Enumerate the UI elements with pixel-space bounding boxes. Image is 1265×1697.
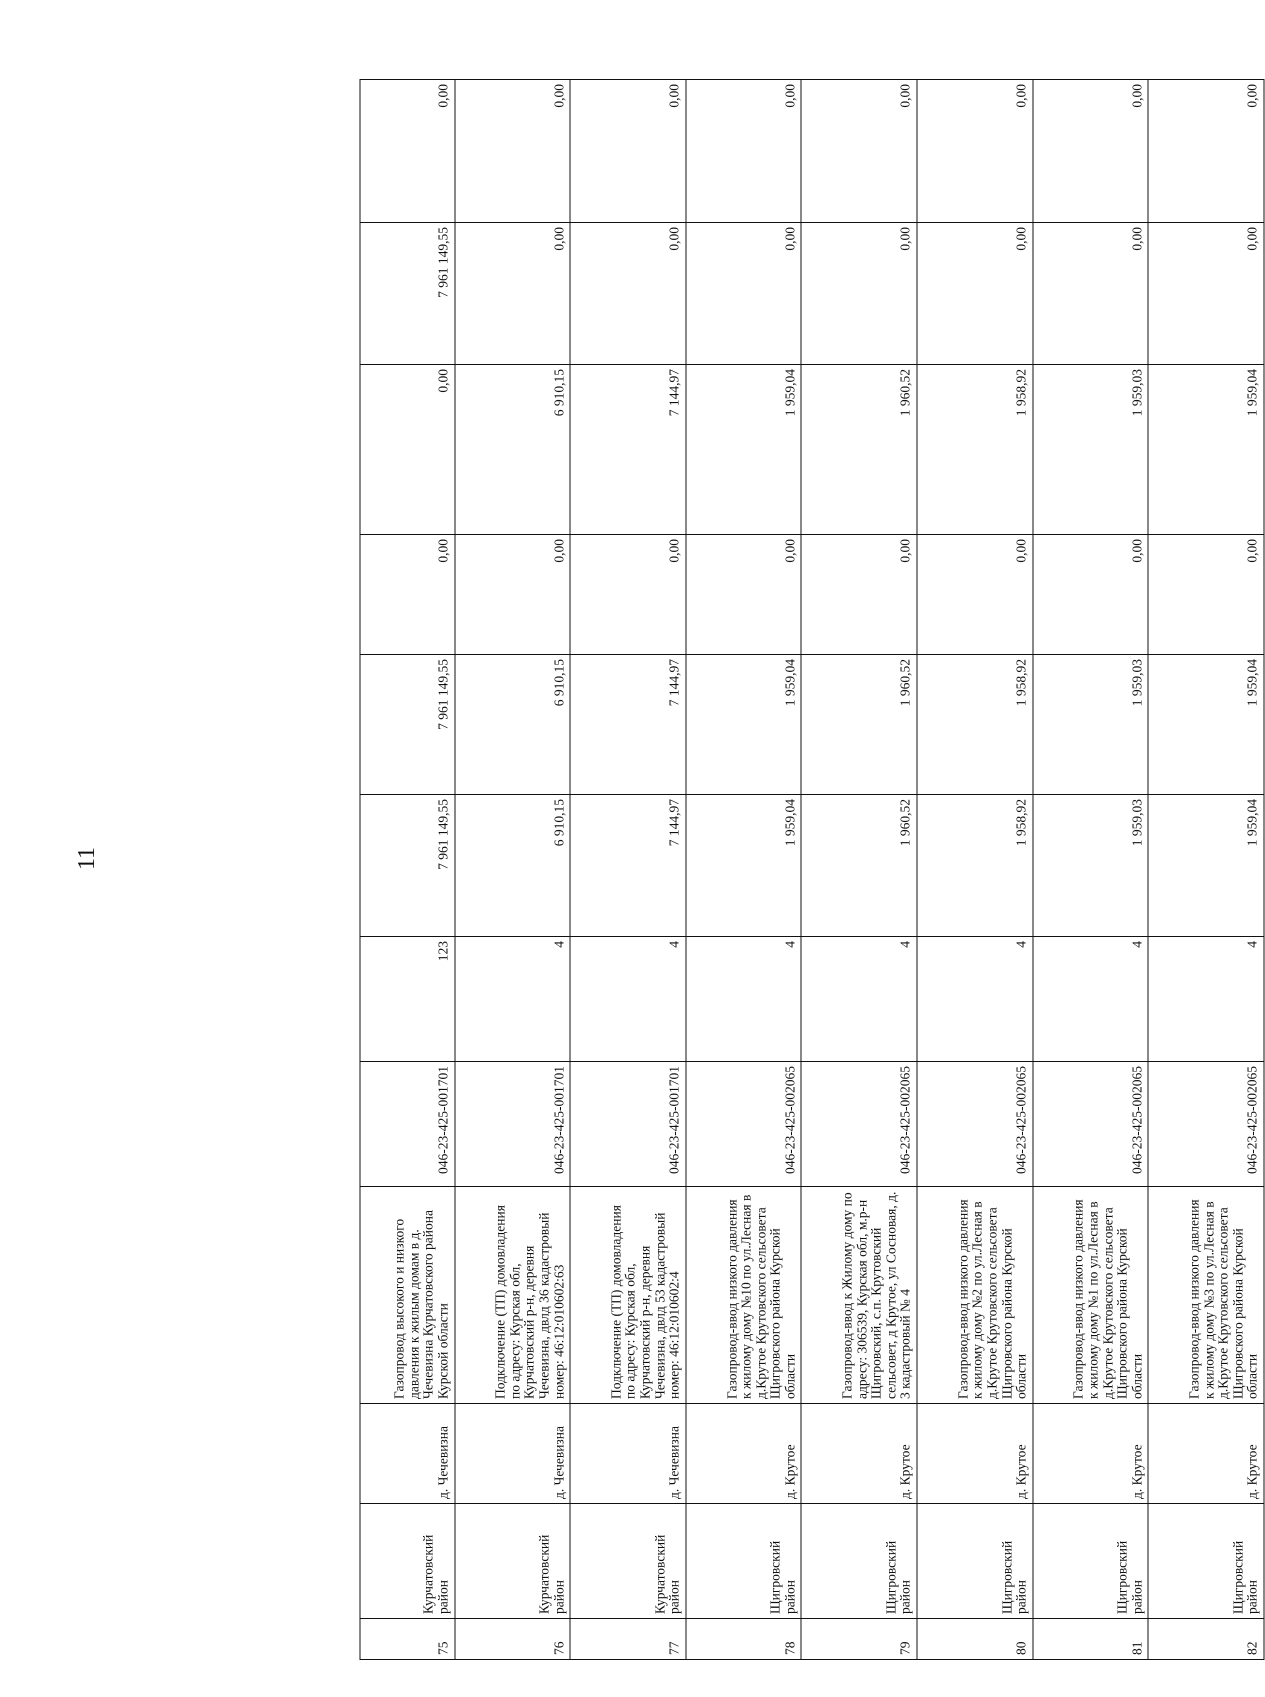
amount-cell: 6 910,15 [455,365,571,535]
table-row [455,80,571,1660]
amount-cell: 1 959,04 [1148,655,1264,795]
amount-cell: 0,00 [1033,535,1149,655]
amount-cell: 0,00 [686,223,802,365]
amount-cell: 1 958,92 [917,655,1033,795]
object-description-cell: Подключение (ТП) домовладения по адресу: Курская обл, Курчатовский р-н, деревня Чечевизна, двлд 53 кадастровый номер: 46:12:010602:4 [570,1187,686,1404]
amount-cell: 0,00 [1033,223,1149,365]
object-description-cell: Газопровод-ввод низкого давления к жилому дому №3 по ул.Лесная в д.Крутое Крутовского сельсовета Щигровского района Курской области [1148,1187,1264,1404]
amount-cell: 0,00 [686,80,802,223]
table-row [570,80,686,1660]
amount-cell: 0,00 [570,535,686,655]
amount-total-cell: 1 959,04 [1148,795,1264,937]
amount-cell: 7 144,97 [570,655,686,795]
amount-total-cell: 1 959,04 [686,795,802,937]
district-cell: Щигровский район [801,1504,917,1619]
amount-cell: 0,00 [570,223,686,365]
village-cell: д. Чечевизна [360,1404,455,1504]
table-row [360,80,455,1660]
amount-cell: 0,00 [455,223,571,365]
amount-cell: 0,00 [801,223,917,365]
amount-cell: 1 958,92 [917,365,1033,535]
amount-cell: 0,00 [801,80,917,223]
village-cell: д. Крутое [1033,1404,1149,1504]
table-row [1148,80,1264,1660]
object-code-cell: 046-23-425-002065 [686,1062,802,1187]
quantity-cell: 4 [570,937,686,1062]
amount-total-cell: 6 910,15 [455,795,571,937]
row-number: 81 [1033,1619,1149,1660]
amount-cell: 0,00 [917,535,1033,655]
amount-total-cell: 1 960,52 [801,795,917,937]
row-number: 76 [455,1619,571,1660]
quantity-cell: 4 [917,937,1033,1062]
row-number: 79 [801,1619,917,1660]
table-row [801,80,917,1660]
quantity-cell: 4 [1148,937,1264,1062]
district-cell: Курчатовский район [455,1504,571,1619]
object-code-cell: 046-23-425-002065 [917,1062,1033,1187]
amount-total-cell: 1 958,92 [917,795,1033,937]
object-description-cell: Газопровод-ввод к Жилому дому по адресу: 306539, Курская обл, м.р-н Щигровский, с.п. Крутовский сельсовет, д Крутое, ул Сосновая, д. 3 кадастровый № 4 [801,1187,917,1404]
table-row [1033,80,1149,1660]
amount-cell: 0,00 [917,223,1033,365]
village-cell: д. Чечевизна [570,1404,686,1504]
amount-cell: 7 961 149,55 [360,655,455,795]
row-number: 82 [1148,1619,1264,1660]
amount-cell: 0,00 [801,535,917,655]
quantity-cell: 123 [360,937,455,1062]
amount-total-cell: 7 144,97 [570,795,686,937]
amount-cell: 0,00 [570,80,686,223]
amount-cell: 1 959,04 [686,655,802,795]
amount-cell: 7 144,97 [570,365,686,535]
table-body [360,80,1264,1660]
amount-total-cell: 7 961 149,55 [360,795,455,937]
page-number: 11 [74,846,101,870]
village-cell: д. Крутое [917,1404,1033,1504]
district-cell: Курчатовский район [360,1504,455,1619]
district-cell: Щигровский район [1148,1504,1264,1619]
object-description-cell: Газопровод-ввод низкого давления к жилому дому №2 по ул.Лесная в д.Крутое Крутовского сельсовета Щигровского района Курской области [917,1187,1033,1404]
village-cell: д. Крутое [686,1404,802,1504]
table-row [686,80,802,1660]
table-row [917,80,1033,1660]
amount-cell: 1 960,52 [801,655,917,795]
district-cell: Щигровский район [917,1504,1033,1619]
quantity-cell: 4 [686,937,802,1062]
object-code-cell: 046-23-425-001701 [360,1062,455,1187]
amount-cell: 0,00 [360,365,455,535]
district-cell: Курчатовский район [570,1504,686,1619]
village-cell: д. Крутое [801,1404,917,1504]
amount-cell: 0,00 [686,535,802,655]
quantity-cell: 4 [801,937,917,1062]
amount-cell: 1 959,04 [1148,365,1264,535]
object-description-cell: Газопровод высокого и низкого давления к жилым домам в д. Чечевизна Курчатовского района Курской области [360,1187,455,1404]
quantity-cell: 4 [1033,937,1149,1062]
object-description-cell: Подключение (ТП) домовладения по адресу: Курская обл, Курчатовский р-н, деревня Чечевизна, двлд 36 кадастровый номер: 46:12:010602:63 [455,1187,571,1404]
row-number: 77 [570,1619,686,1660]
amount-cell: 0,00 [1148,80,1264,223]
object-code-cell: 046-23-425-002065 [1033,1062,1149,1187]
object-code-cell: 046-23-425-001701 [570,1062,686,1187]
amount-total-cell: 1 959,03 [1033,795,1149,937]
amount-cell: 0,00 [455,535,571,655]
table-container [360,84,1265,1660]
object-code-cell: 046-23-425-001701 [455,1062,571,1187]
district-cell: Щигровский район [686,1504,802,1619]
row-number: 75 [360,1619,455,1660]
object-code-cell: 046-23-425-002065 [801,1062,917,1187]
amount-cell: 0,00 [1148,535,1264,655]
amount-cell: 1 960,52 [801,365,917,535]
amount-cell: 1 959,04 [686,365,802,535]
row-number: 78 [686,1619,802,1660]
amount-cell: 1 959,03 [1033,655,1149,795]
amount-cell: 0,00 [1033,80,1149,223]
village-cell: д. Крутое [1148,1404,1264,1504]
object-description-cell: Газопровод-ввод низкого давления к жилому дому №1 по ул.Лесная в д.Крутое Крутовского сельсовета Щигровского района Курской области [1033,1187,1149,1404]
amount-cell: 0,00 [1148,223,1264,365]
row-number: 80 [917,1619,1033,1660]
amount-cell: 0,00 [360,80,455,223]
quantity-cell: 4 [455,937,571,1062]
district-cell: Щигровский район [1033,1504,1149,1619]
amount-cell: 6 910,15 [455,655,571,795]
object-description-cell: Газопровод-ввод низкого давления к жилому дому №10 по ул.Лесная в д.Крутое Крутовского сельсовета Щигровского района Курской области [686,1187,802,1404]
amount-cell: 0,00 [917,80,1033,223]
amount-cell: 1 959,03 [1033,365,1149,535]
amount-cell: 0,00 [360,535,455,655]
amount-cell: 0,00 [455,80,571,223]
data-table [360,79,1265,1660]
object-code-cell: 046-23-425-002065 [1148,1062,1264,1187]
amount-cell: 7 961 149,55 [360,223,455,365]
village-cell: д. Чечевизна [455,1404,571,1504]
